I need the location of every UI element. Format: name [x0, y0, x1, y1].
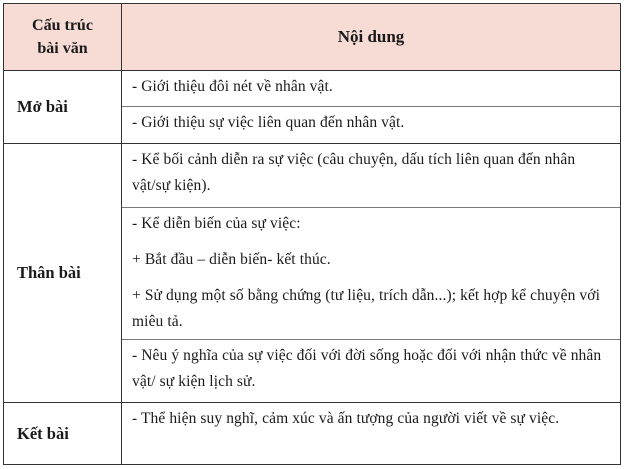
content-header-cell: [122, 4, 620, 70]
structure-header-label: Cấu trúc bài văn: [32, 17, 93, 57]
mo-bai-label: Mở bài: [17, 97, 68, 116]
mo-bai-item-2: [122, 107, 620, 143]
ket-bai-content-cell: [122, 403, 620, 464]
ket-bai-row: [4, 403, 620, 464]
than-bai-item-2-intro: - Kể diễn biến của sự việc:: [132, 215, 301, 232]
content-header-label: Nội dung: [337, 27, 405, 46]
than-bai-row: [4, 144, 620, 402]
than-bai-item-3-text: - Nêu ý nghĩa của sự việc đối với đời sống hoặc đối với nhận thức về nhân vật/ sự kiện lịch sử.: [132, 347, 602, 390]
mo-bai-content-cell: [122, 71, 620, 143]
than-bai-item-2-line-1: + Bắt đầu – diễn biến- kết thúc.: [132, 251, 331, 268]
ket-bai-item-1: [122, 403, 620, 464]
essay-structure-table: [3, 3, 621, 465]
than-bai-item-1: [122, 144, 620, 207]
ket-bai-item-1-text: - Thể hiện suy nghĩ, cảm xúc và ấn tượng của người viết về sự việc.: [132, 410, 560, 427]
than-bai-label-cell: [4, 144, 122, 402]
mo-bai-item-1-text: - Giới thiệu đôi nét về nhân vật.: [132, 78, 333, 95]
structure-header-cell: [4, 4, 122, 70]
ket-bai-label-cell: [4, 403, 122, 464]
ket-bai-label: Kết bài: [17, 423, 69, 443]
mo-bai-item-1: [122, 71, 620, 106]
mo-bai-label-cell: [4, 71, 122, 143]
than-bai-item-2: [122, 208, 620, 339]
than-bai-item-1-text: - Kể bối cảnh diễn ra sự việc (câu chuyện, dấu tích liên quan đến nhân vật/sự kiện).: [132, 151, 576, 194]
than-bai-label: Thân bài: [17, 263, 81, 282]
mo-bai-item-2-text: - Giới thiệu sự việc liên quan đến nhân vật.: [132, 114, 405, 131]
than-bai-item-3: [122, 340, 620, 402]
than-bai-item-2-line-2: + Sử dụng một số bằng chứng (tư liệu, trích dẫn...); kết hợp kể chuyện với miêu tả.: [132, 287, 600, 330]
mo-bai-row: [4, 71, 620, 143]
than-bai-content-cell: [122, 144, 620, 402]
table-header-row: [4, 4, 620, 70]
